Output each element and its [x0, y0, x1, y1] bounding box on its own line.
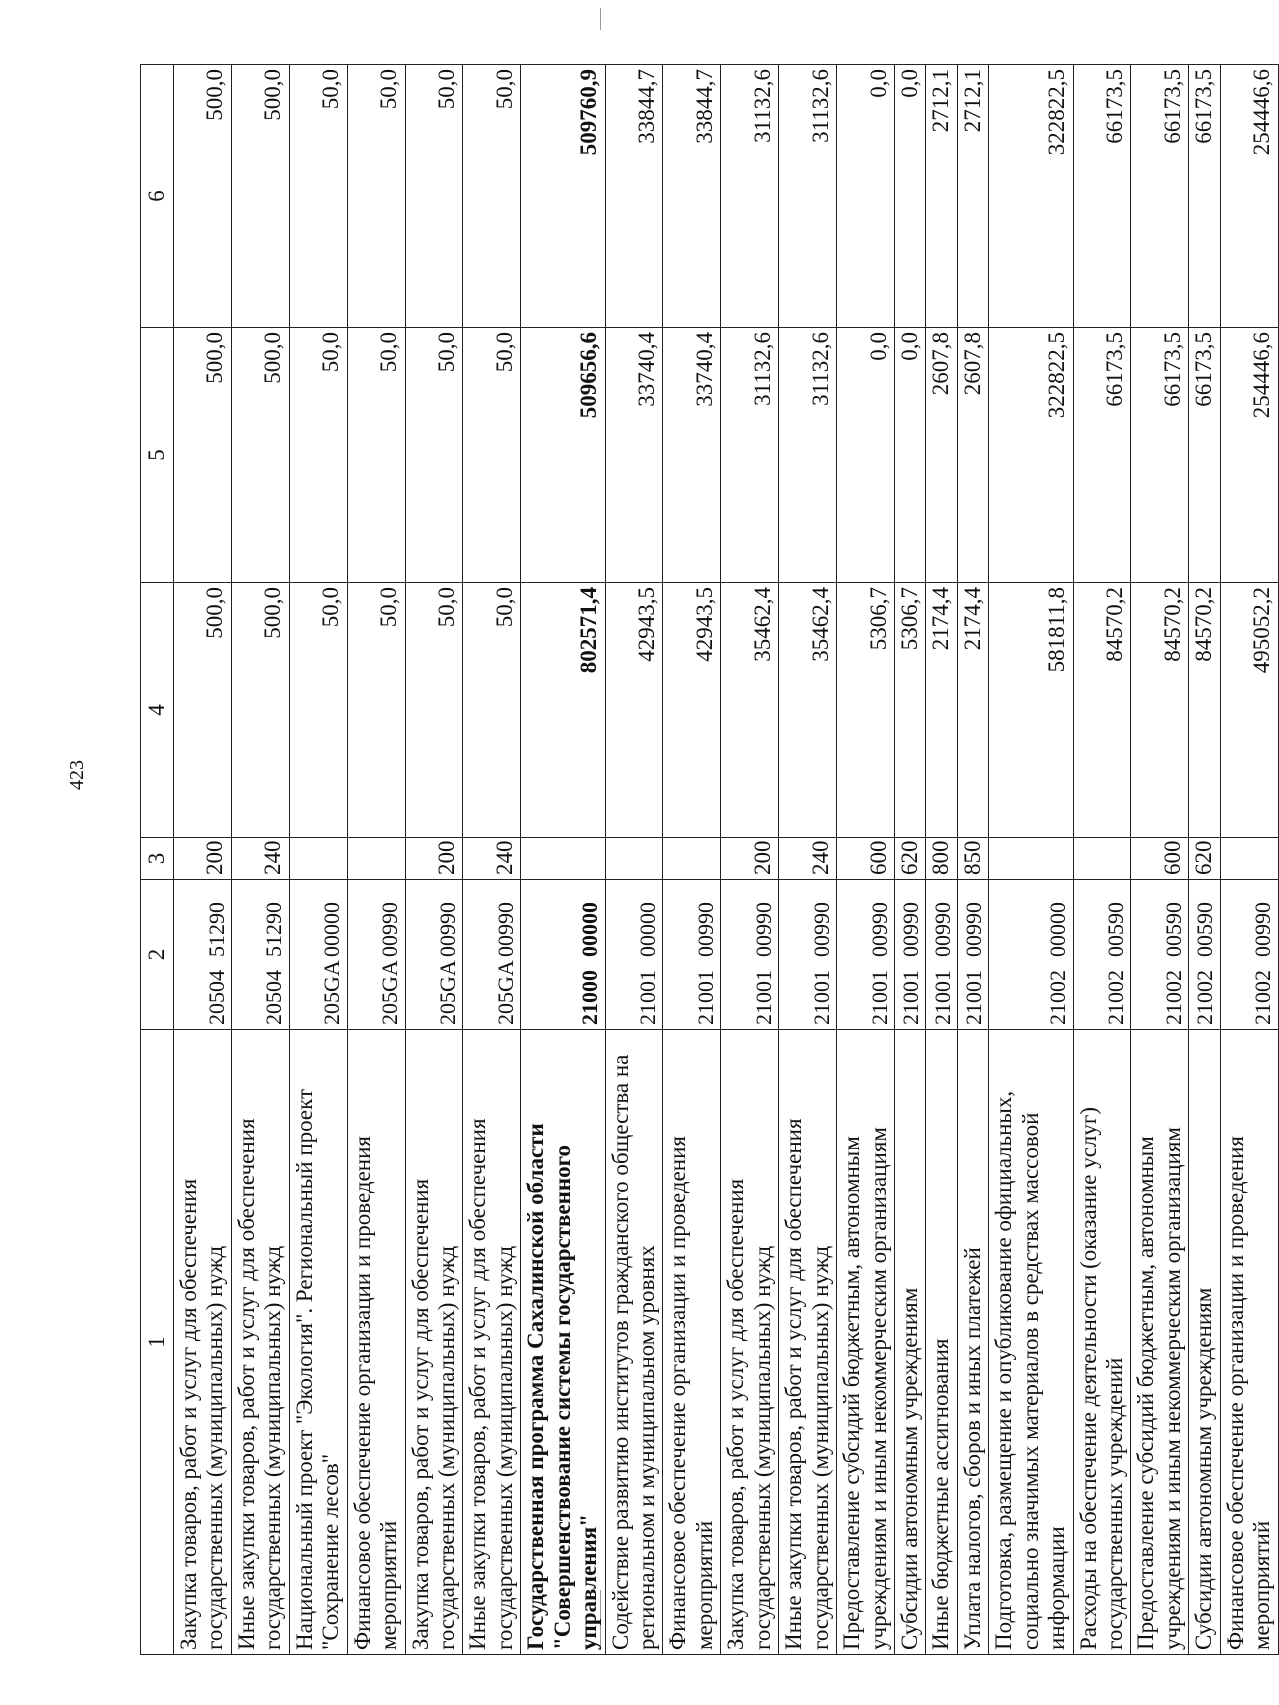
row-amount-col-6: 50,0 — [463, 65, 521, 328]
row-expense-type — [663, 838, 721, 880]
header-col-2: 2 — [141, 880, 174, 1030]
code-suffix: 00000 — [319, 902, 345, 957]
row-description: Финансовое обеспечение организации и проведения мероприятий — [347, 1030, 405, 1655]
row-description: Субсидии автономным учреждениям — [894, 1030, 925, 1655]
row-amount-col-5: 500,0 — [231, 328, 289, 583]
code-prefix: 21002 — [1161, 970, 1187, 1025]
code-suffix: 00990 — [1250, 902, 1276, 957]
table-row — [1073, 65, 1131, 1655]
row-description: Иные закупки товаров, работ и услуг для обеспечения государственных (муниципальных) нужд — [779, 1030, 837, 1655]
row-amount-col-5: 509656,6 — [521, 328, 605, 583]
row-code — [1131, 880, 1189, 1030]
row-amount-col-4: 581811,8 — [989, 583, 1073, 838]
row-code — [289, 880, 347, 1030]
row-amount-col-5: 500,0 — [174, 328, 232, 583]
row-amount-col-6: 254446,6 — [1220, 65, 1278, 328]
row-code — [989, 880, 1073, 1030]
row-code — [405, 880, 463, 1030]
row-expense-type: 240 — [463, 838, 521, 880]
row-amount-col-5: 0,0 — [894, 328, 925, 583]
row-amount-col-4: 42943,5 — [663, 583, 721, 838]
row-code — [926, 880, 957, 1030]
row-amount-col-6: 500,0 — [231, 65, 289, 328]
code-suffix: 00990 — [492, 902, 518, 957]
code-prefix: 205GA — [435, 960, 461, 1025]
row-amount-col-4: 50,0 — [347, 583, 405, 838]
row-amount-col-4: 35462,4 — [779, 583, 837, 838]
code-suffix: 00990 — [960, 902, 986, 957]
row-amount-col-4: 5306,7 — [837, 583, 895, 838]
code-prefix: 21002 — [1250, 970, 1276, 1025]
scan-mark-line — [600, 8, 601, 30]
code-suffix: 00590 — [1103, 902, 1129, 957]
code-suffix: 00990 — [929, 902, 955, 957]
row-code — [605, 880, 663, 1030]
row-amount-col-6: 50,0 — [405, 65, 463, 328]
row-expense-type — [289, 838, 347, 880]
row-description: Субсидии автономным учреждениям — [1189, 1030, 1220, 1655]
code-prefix: 21001 — [808, 970, 834, 1025]
code-prefix: 21001 — [750, 970, 776, 1025]
row-amount-col-5: 50,0 — [347, 328, 405, 583]
table-row — [779, 65, 837, 1655]
table-row — [894, 65, 925, 1655]
row-description: Иные бюджетные ассигнования — [926, 1030, 957, 1655]
row-description: Финансовое обеспечение организации и проведения мероприятий — [663, 1030, 721, 1655]
table-row — [721, 65, 779, 1655]
row-description: Расходы на обеспечение деятельности (оказание услуг) государственных учреждений — [1073, 1030, 1131, 1655]
table-row — [989, 65, 1073, 1655]
row-description: Уплата налогов, сборов и иных платежей — [957, 1030, 988, 1655]
row-code — [1073, 880, 1131, 1030]
row-expense-type: 200 — [405, 838, 463, 880]
row-expense-type — [989, 838, 1073, 880]
code-suffix: 00990 — [808, 902, 834, 957]
code-suffix: 00990 — [693, 902, 719, 957]
code-prefix: 21000 — [577, 970, 603, 1025]
code-suffix: 00990 — [750, 902, 776, 957]
table-row — [663, 65, 721, 1655]
row-amount-col-5: 31132,6 — [721, 328, 779, 583]
row-amount-col-6: 66173,5 — [1131, 65, 1189, 328]
code-suffix: 51290 — [203, 902, 229, 957]
row-amount-col-6: 0,0 — [837, 65, 895, 328]
row-code — [463, 880, 521, 1030]
row-description: Предоставление субсидий бюджетным, автономным учреждениям и иным некоммерческим организациям — [837, 1030, 895, 1655]
row-expense-type — [1220, 838, 1278, 880]
table-row — [957, 65, 988, 1655]
code-suffix: 00990 — [866, 902, 892, 957]
row-description: Иные закупки товаров, работ и услуг для обеспечения государственных (муниципальных) нужд — [463, 1030, 521, 1655]
code-suffix: 00000 — [577, 902, 603, 957]
code-prefix: 205GA — [377, 960, 403, 1025]
row-amount-col-5: 33740,4 — [663, 328, 721, 583]
table-row — [405, 65, 463, 1655]
row-code — [663, 880, 721, 1030]
row-amount-col-4: 84570,2 — [1073, 583, 1131, 838]
row-amount-col-5: 66173,5 — [1073, 328, 1131, 583]
code-suffix: 00000 — [635, 902, 661, 957]
row-code — [231, 880, 289, 1030]
row-expense-type — [1073, 838, 1131, 880]
table-row — [605, 65, 663, 1655]
row-expense-type: 200 — [174, 838, 232, 880]
row-code — [347, 880, 405, 1030]
row-amount-col-5: 2607,8 — [957, 328, 988, 583]
row-amount-col-6: 509760,9 — [521, 65, 605, 328]
row-code — [957, 880, 988, 1030]
row-amount-col-4: 50,0 — [289, 583, 347, 838]
row-expense-type: 600 — [837, 838, 895, 880]
row-amount-col-6: 2712,1 — [957, 65, 988, 328]
row-code — [779, 880, 837, 1030]
row-expense-type: 620 — [894, 838, 925, 880]
row-amount-col-5: 33740,4 — [605, 328, 663, 583]
row-amount-col-4: 2174,4 — [926, 583, 957, 838]
row-expense-type: 620 — [1189, 838, 1220, 880]
row-code — [1220, 880, 1278, 1030]
row-description: Закупка товаров, работ и услуг для обеспечения государственных (муниципальных) нужд — [174, 1030, 232, 1655]
row-expense-type: 240 — [231, 838, 289, 880]
code-prefix: 21001 — [635, 970, 661, 1025]
document-page — [140, 65, 1276, 1655]
table-row — [231, 65, 289, 1655]
row-amount-col-5: 322822,5 — [989, 328, 1073, 583]
page-number: 423 — [66, 760, 88, 790]
row-amount-col-5: 2607,8 — [926, 328, 957, 583]
table-row — [1220, 65, 1278, 1655]
table-header-row — [141, 65, 174, 1655]
row-code — [1189, 880, 1220, 1030]
row-description: Финансовое обеспечение организации и проведения мероприятий — [1220, 1030, 1278, 1655]
row-code — [894, 880, 925, 1030]
code-prefix: 21001 — [866, 970, 892, 1025]
row-amount-col-4: 802571,4 — [521, 583, 605, 838]
row-amount-col-4: 500,0 — [174, 583, 232, 838]
row-amount-col-5: 66173,5 — [1131, 328, 1189, 583]
row-amount-col-5: 31132,6 — [779, 328, 837, 583]
row-description: Содействие развитию институтов гражданского общества на региональном и муниципальном уровнях — [605, 1030, 663, 1655]
row-description: Подготовка, размещение и опубликование официальных, социально значимых материалов в средствах массовой информации — [989, 1030, 1073, 1655]
table-row — [521, 65, 605, 1655]
row-code — [174, 880, 232, 1030]
row-amount-col-6: 2712,1 — [926, 65, 957, 328]
row-amount-col-6: 33844,7 — [663, 65, 721, 328]
code-prefix: 205GA — [319, 960, 345, 1025]
code-prefix: 21002 — [1103, 970, 1129, 1025]
row-description: Предоставление субсидий бюджетным, автономным учреждениям и иным некоммерческим организациям — [1131, 1030, 1189, 1655]
table-row — [174, 65, 232, 1655]
row-expense-type: 600 — [1131, 838, 1189, 880]
row-expense-type: 240 — [779, 838, 837, 880]
row-expense-type: 850 — [957, 838, 988, 880]
row-amount-col-6: 66173,5 — [1073, 65, 1131, 328]
row-amount-col-6: 322822,5 — [989, 65, 1073, 328]
row-description: Иные закупки товаров, работ и услуг для обеспечения государственных (муниципальных) нужд — [231, 1030, 289, 1655]
row-description: Закупка товаров, работ и услуг для обеспечения государственных (муниципальных) нужд — [721, 1030, 779, 1655]
row-amount-col-5: 50,0 — [405, 328, 463, 583]
row-expense-type — [605, 838, 663, 880]
row-code — [521, 880, 605, 1030]
row-amount-col-4: 50,0 — [405, 583, 463, 838]
code-prefix: 205GA — [492, 960, 518, 1025]
row-amount-col-4: 500,0 — [231, 583, 289, 838]
table-row — [837, 65, 895, 1655]
row-amount-col-6: 50,0 — [289, 65, 347, 328]
row-amount-col-4: 495052,2 — [1220, 583, 1278, 838]
row-code — [721, 880, 779, 1030]
row-amount-col-4: 5306,7 — [894, 583, 925, 838]
code-suffix: 00990 — [377, 902, 403, 957]
row-amount-col-4: 2174,4 — [957, 583, 988, 838]
code-suffix: 51290 — [261, 902, 287, 957]
row-amount-col-4: 84570,2 — [1131, 583, 1189, 838]
table-body — [174, 65, 1279, 1655]
code-prefix: 21001 — [898, 970, 924, 1025]
row-expense-type: 800 — [926, 838, 957, 880]
row-amount-col-5: 0,0 — [837, 328, 895, 583]
row-description: Закупка товаров, работ и услуг для обеспечения государственных (муниципальных) нужд — [405, 1030, 463, 1655]
table-row — [926, 65, 957, 1655]
header-col-4: 4 — [141, 583, 174, 838]
row-expense-type: 200 — [721, 838, 779, 880]
code-prefix: 21001 — [929, 970, 955, 1025]
row-amount-col-4: 84570,2 — [1189, 583, 1220, 838]
code-prefix: 20504 — [203, 970, 229, 1025]
row-amount-col-5: 50,0 — [463, 328, 521, 583]
code-prefix: 21001 — [960, 970, 986, 1025]
budget-table — [140, 64, 1279, 1655]
table-row — [463, 65, 521, 1655]
header-col-6: 6 — [141, 65, 174, 328]
row-amount-col-4: 50,0 — [463, 583, 521, 838]
header-col-3: 3 — [141, 838, 174, 880]
row-amount-col-5: 254446,6 — [1220, 328, 1278, 583]
header-col-5: 5 — [141, 328, 174, 583]
row-amount-col-5: 66173,5 — [1189, 328, 1220, 583]
row-amount-col-6: 33844,7 — [605, 65, 663, 328]
table-row — [1189, 65, 1220, 1655]
code-prefix: 21002 — [1045, 970, 1071, 1025]
code-suffix: 00590 — [1192, 902, 1218, 957]
code-prefix: 20504 — [261, 970, 287, 1025]
row-amount-col-6: 500,0 — [174, 65, 232, 328]
row-expense-type — [521, 838, 605, 880]
row-amount-col-6: 31132,6 — [721, 65, 779, 328]
code-suffix: 00590 — [1161, 902, 1187, 957]
row-description: Национальный проект "Экология". Региональный проект "Сохранение лесов" — [289, 1030, 347, 1655]
row-amount-col-6: 66173,5 — [1189, 65, 1220, 328]
row-amount-col-6: 50,0 — [347, 65, 405, 328]
table-row — [347, 65, 405, 1655]
row-amount-col-4: 42943,5 — [605, 583, 663, 838]
code-suffix: 00990 — [898, 902, 924, 957]
table-row — [1131, 65, 1189, 1655]
row-description: Государственная программа Сахалинской области "Совершенствование системы государственного управления" — [521, 1030, 605, 1655]
header-col-1: 1 — [141, 1030, 174, 1655]
table-row — [289, 65, 347, 1655]
code-prefix: 21002 — [1192, 970, 1218, 1025]
row-expense-type — [347, 838, 405, 880]
row-amount-col-5: 50,0 — [289, 328, 347, 583]
code-suffix: 00990 — [435, 902, 461, 957]
row-amount-col-6: 0,0 — [894, 65, 925, 328]
row-amount-col-4: 35462,4 — [721, 583, 779, 838]
code-prefix: 21001 — [693, 970, 719, 1025]
code-suffix: 00000 — [1045, 902, 1071, 957]
row-code — [837, 880, 895, 1030]
row-amount-col-6: 31132,6 — [779, 65, 837, 328]
